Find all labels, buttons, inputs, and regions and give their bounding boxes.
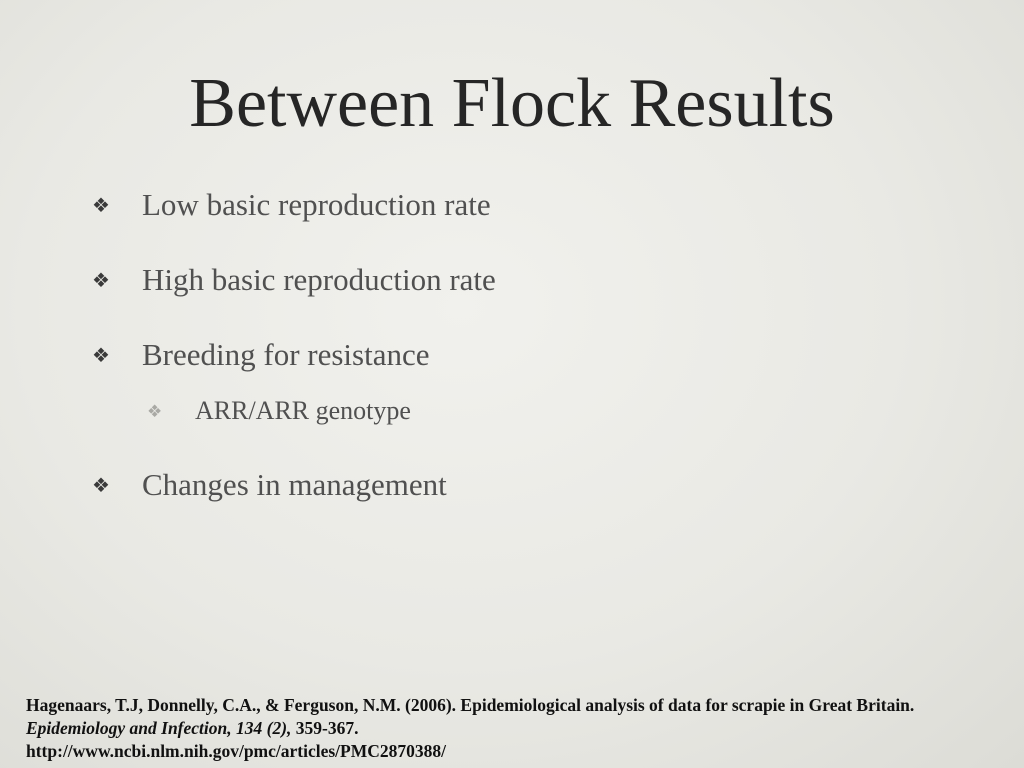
bullet-item (92, 260, 496, 301)
diamond-sub-bullet-icon: ❖ (147, 402, 163, 421)
bullet-text: Breeding for resistance (142, 337, 430, 372)
sub-bullet-item (147, 394, 411, 429)
diamond-bullet-icon: ❖ (92, 195, 110, 217)
diamond-bullet-icon: ❖ (92, 270, 110, 292)
citation-authors: Hagenaars, T.J, Donnelly, C.A., & Ferguson, N.M. (2006). (26, 695, 457, 715)
bullet-item (92, 465, 447, 506)
diamond-bullet-icon: ❖ (92, 345, 110, 367)
citation-pages: 359-367. (295, 718, 359, 738)
bullet-text: Changes in management (142, 467, 447, 502)
diamond-bullet-icon: ❖ (92, 475, 110, 497)
citation-journal: Epidemiology and Infection, 134 (2), (26, 718, 292, 738)
slide-title: Between Flock Results (189, 65, 835, 142)
bullet-item (92, 185, 491, 226)
citation-url[interactable]: http://www.ncbi.nlm.nih.gov/pmc/articles/PMC2870388/ (26, 741, 446, 761)
citation-article: Epidemiological analysis of data for scrapie in Great Britain. (460, 695, 915, 715)
bullet-text: Low basic reproduction rate (142, 187, 491, 222)
bullet-text: High basic reproduction rate (142, 262, 496, 297)
sub-bullet-text: ARR/ARR genotype (195, 396, 411, 425)
citation (26, 694, 986, 763)
bullet-item (92, 335, 430, 376)
